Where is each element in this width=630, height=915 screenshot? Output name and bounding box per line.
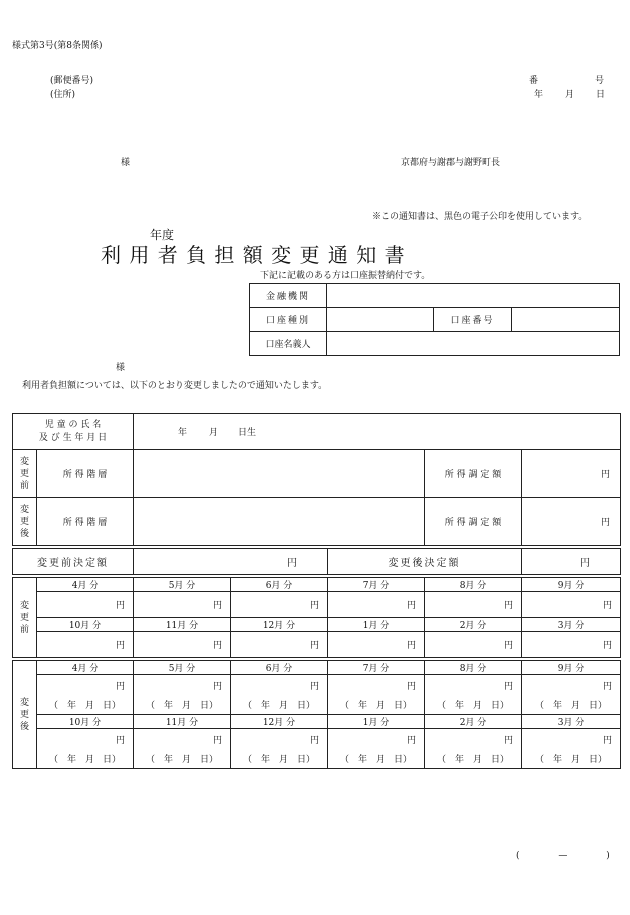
month-amount[interactable]: 円: [37, 632, 134, 658]
issue-year: 年: [534, 90, 544, 100]
before-months-header-1: [13, 578, 621, 592]
month-label: 3月 分: [522, 715, 621, 729]
month-label: 8月 分: [425, 578, 522, 592]
child-birthdate[interactable]: [134, 414, 621, 450]
month-label: 4月 分: [37, 661, 134, 675]
number-suffix: 号: [595, 76, 605, 86]
month-label: 1月 分: [328, 715, 425, 729]
before-months-values-2: [13, 632, 621, 658]
child-label: [13, 414, 134, 450]
bank-notice: 下記に記載のある方は口座振替納付です。: [260, 271, 431, 281]
month-label: 2月 分: [425, 618, 522, 632]
before-decision-value[interactable]: 円: [134, 549, 328, 575]
month-label: 9月 分: [522, 578, 621, 592]
month-amount-with-date[interactable]: 円 （ 年 月 日）: [231, 675, 328, 715]
month-label: 7月 分: [328, 578, 425, 592]
month-amount[interactable]: 円: [425, 632, 522, 658]
intro-text: 利用者負担額については、以下のとおり変更しましたので通知いたします。: [22, 381, 328, 391]
after-months-header-1: [13, 661, 621, 675]
bank-row-institution: [250, 284, 620, 308]
month-amount-with-date[interactable]: 円 （ 年 月 日）: [425, 729, 522, 769]
before-side-label: 変 更 前: [13, 450, 37, 498]
after-assessed-value[interactable]: 円: [522, 498, 621, 546]
month-amount[interactable]: 円: [134, 592, 231, 618]
before-assessed-value[interactable]: 円: [522, 450, 621, 498]
month-label: 3月 分: [522, 618, 621, 632]
month-amount[interactable]: 円: [522, 632, 621, 658]
month-amount-with-date[interactable]: 円 （ 年 月 日）: [328, 729, 425, 769]
month-amount[interactable]: 円: [231, 592, 328, 618]
postal-code-label: (郵便番号): [50, 76, 94, 86]
seal-notice: ※この通知書は、黒色の電子公印を使用しています。: [372, 212, 588, 222]
bank-row-account: [250, 308, 620, 332]
month-amount[interactable]: 円: [37, 592, 134, 618]
month-amount[interactable]: 円: [522, 592, 621, 618]
month-amount-with-date[interactable]: 円 （ 年 月 日）: [134, 729, 231, 769]
month-label: 10月 分: [37, 618, 134, 632]
before-income-tier-value[interactable]: [134, 450, 425, 498]
after-months-values-1: [13, 675, 621, 715]
after-months-header-2: [13, 715, 621, 729]
after-monthly-side-label: 変 更 後: [13, 661, 37, 769]
form-number: 様式第3号(第8条関係): [12, 41, 103, 51]
account-holder-value[interactable]: [327, 332, 620, 356]
child-label-line2: 及 び 生 年 月 日: [38, 432, 108, 443]
addressee-honorific: 様: [121, 158, 131, 168]
account-type-value[interactable]: [327, 308, 434, 332]
address-label: (住所): [50, 90, 76, 100]
after-months-values-2: [13, 729, 621, 769]
account-holder-label: 口座名義人: [250, 332, 327, 356]
birth-month: 月: [209, 428, 219, 438]
month-label: 7月 分: [328, 661, 425, 675]
after-income-row: [13, 498, 621, 546]
account-number-value[interactable]: [512, 308, 620, 332]
bank-account-table: [249, 283, 620, 356]
month-label: 12月 分: [231, 715, 328, 729]
month-amount-with-date[interactable]: 円 （ 年 月 日）: [522, 675, 621, 715]
month-label: 4月 分: [37, 578, 134, 592]
after-side-label: 変 更 後: [13, 498, 37, 546]
month-amount[interactable]: 円: [328, 632, 425, 658]
before-income-row: [13, 450, 621, 498]
fee-change-table: [12, 413, 621, 769]
month-amount[interactable]: 円: [425, 592, 522, 618]
month-amount[interactable]: 円: [231, 632, 328, 658]
before-monthly-side-label: 変 更 前: [13, 578, 37, 658]
month-amount-with-date[interactable]: 円 （ 年 月 日）: [425, 675, 522, 715]
month-amount-with-date[interactable]: 円 （ 年 月 日）: [522, 729, 621, 769]
month-amount[interactable]: 円: [134, 632, 231, 658]
month-amount[interactable]: 円: [328, 592, 425, 618]
month-label: 5月 分: [134, 578, 231, 592]
before-assessed-label: 所 得 調 定 額: [425, 450, 522, 498]
month-amount-with-date[interactable]: 円 （ 年 月 日）: [328, 675, 425, 715]
after-decision-label: 変更後決定額: [328, 549, 522, 575]
before-months-header-2: [13, 618, 621, 632]
bank-row-holder: [250, 332, 620, 356]
birth-year: 年: [178, 428, 188, 438]
month-label: 11月 分: [134, 618, 231, 632]
account-number-label: 口座番号: [434, 308, 512, 332]
month-label: 1月 分: [328, 618, 425, 632]
after-decision-value[interactable]: 円: [522, 549, 621, 575]
month-label: 5月 分: [134, 661, 231, 675]
child-label-line1: 児 童 の 氏 名: [44, 419, 102, 430]
issue-day: 日: [596, 90, 606, 100]
issuer: 京都府与謝郡与謝野町長: [401, 158, 501, 168]
month-amount-with-date[interactable]: 円 （ 年 月 日）: [134, 675, 231, 715]
account-type-label: 口座種別: [250, 308, 327, 332]
footer-phone-paren: ( — ): [516, 851, 610, 861]
month-label: 10月 分: [37, 715, 134, 729]
month-label: 9月 分: [522, 661, 621, 675]
child-honorific: 様: [116, 363, 126, 373]
issue-month: 月: [565, 90, 575, 100]
before-income-tier-label: 所 得 階 層: [37, 450, 134, 498]
after-income-tier-value[interactable]: [134, 498, 425, 546]
birth-suffix: 日生: [238, 428, 257, 438]
child-row: [13, 414, 621, 450]
month-label: 6月 分: [231, 578, 328, 592]
before-decision-label: 変更前決定額: [13, 549, 134, 575]
after-income-tier-label: 所 得 階 層: [37, 498, 134, 546]
institution-value[interactable]: [327, 284, 620, 308]
institution-label: 金融機関: [250, 284, 327, 308]
month-amount-with-date[interactable]: 円 （ 年 月 日）: [37, 729, 134, 769]
month-label: 2月 分: [425, 715, 522, 729]
after-assessed-label: 所 得 調 定 額: [425, 498, 522, 546]
decision-row: [13, 549, 621, 575]
fiscal-year-label: 年度: [150, 228, 175, 242]
month-label: 8月 分: [425, 661, 522, 675]
month-amount-with-date[interactable]: 円 （ 年 月 日）: [231, 729, 328, 769]
number-label: 番: [529, 76, 539, 86]
month-amount-with-date[interactable]: 円 （ 年 月 日）: [37, 675, 134, 715]
month-label: 6月 分: [231, 661, 328, 675]
page-title: 利 用 者 負 担 額 変 更 通 知 書: [101, 243, 406, 267]
before-months-values-1: [13, 592, 621, 618]
month-label: 11月 分: [134, 715, 231, 729]
month-label: 12月 分: [231, 618, 328, 632]
